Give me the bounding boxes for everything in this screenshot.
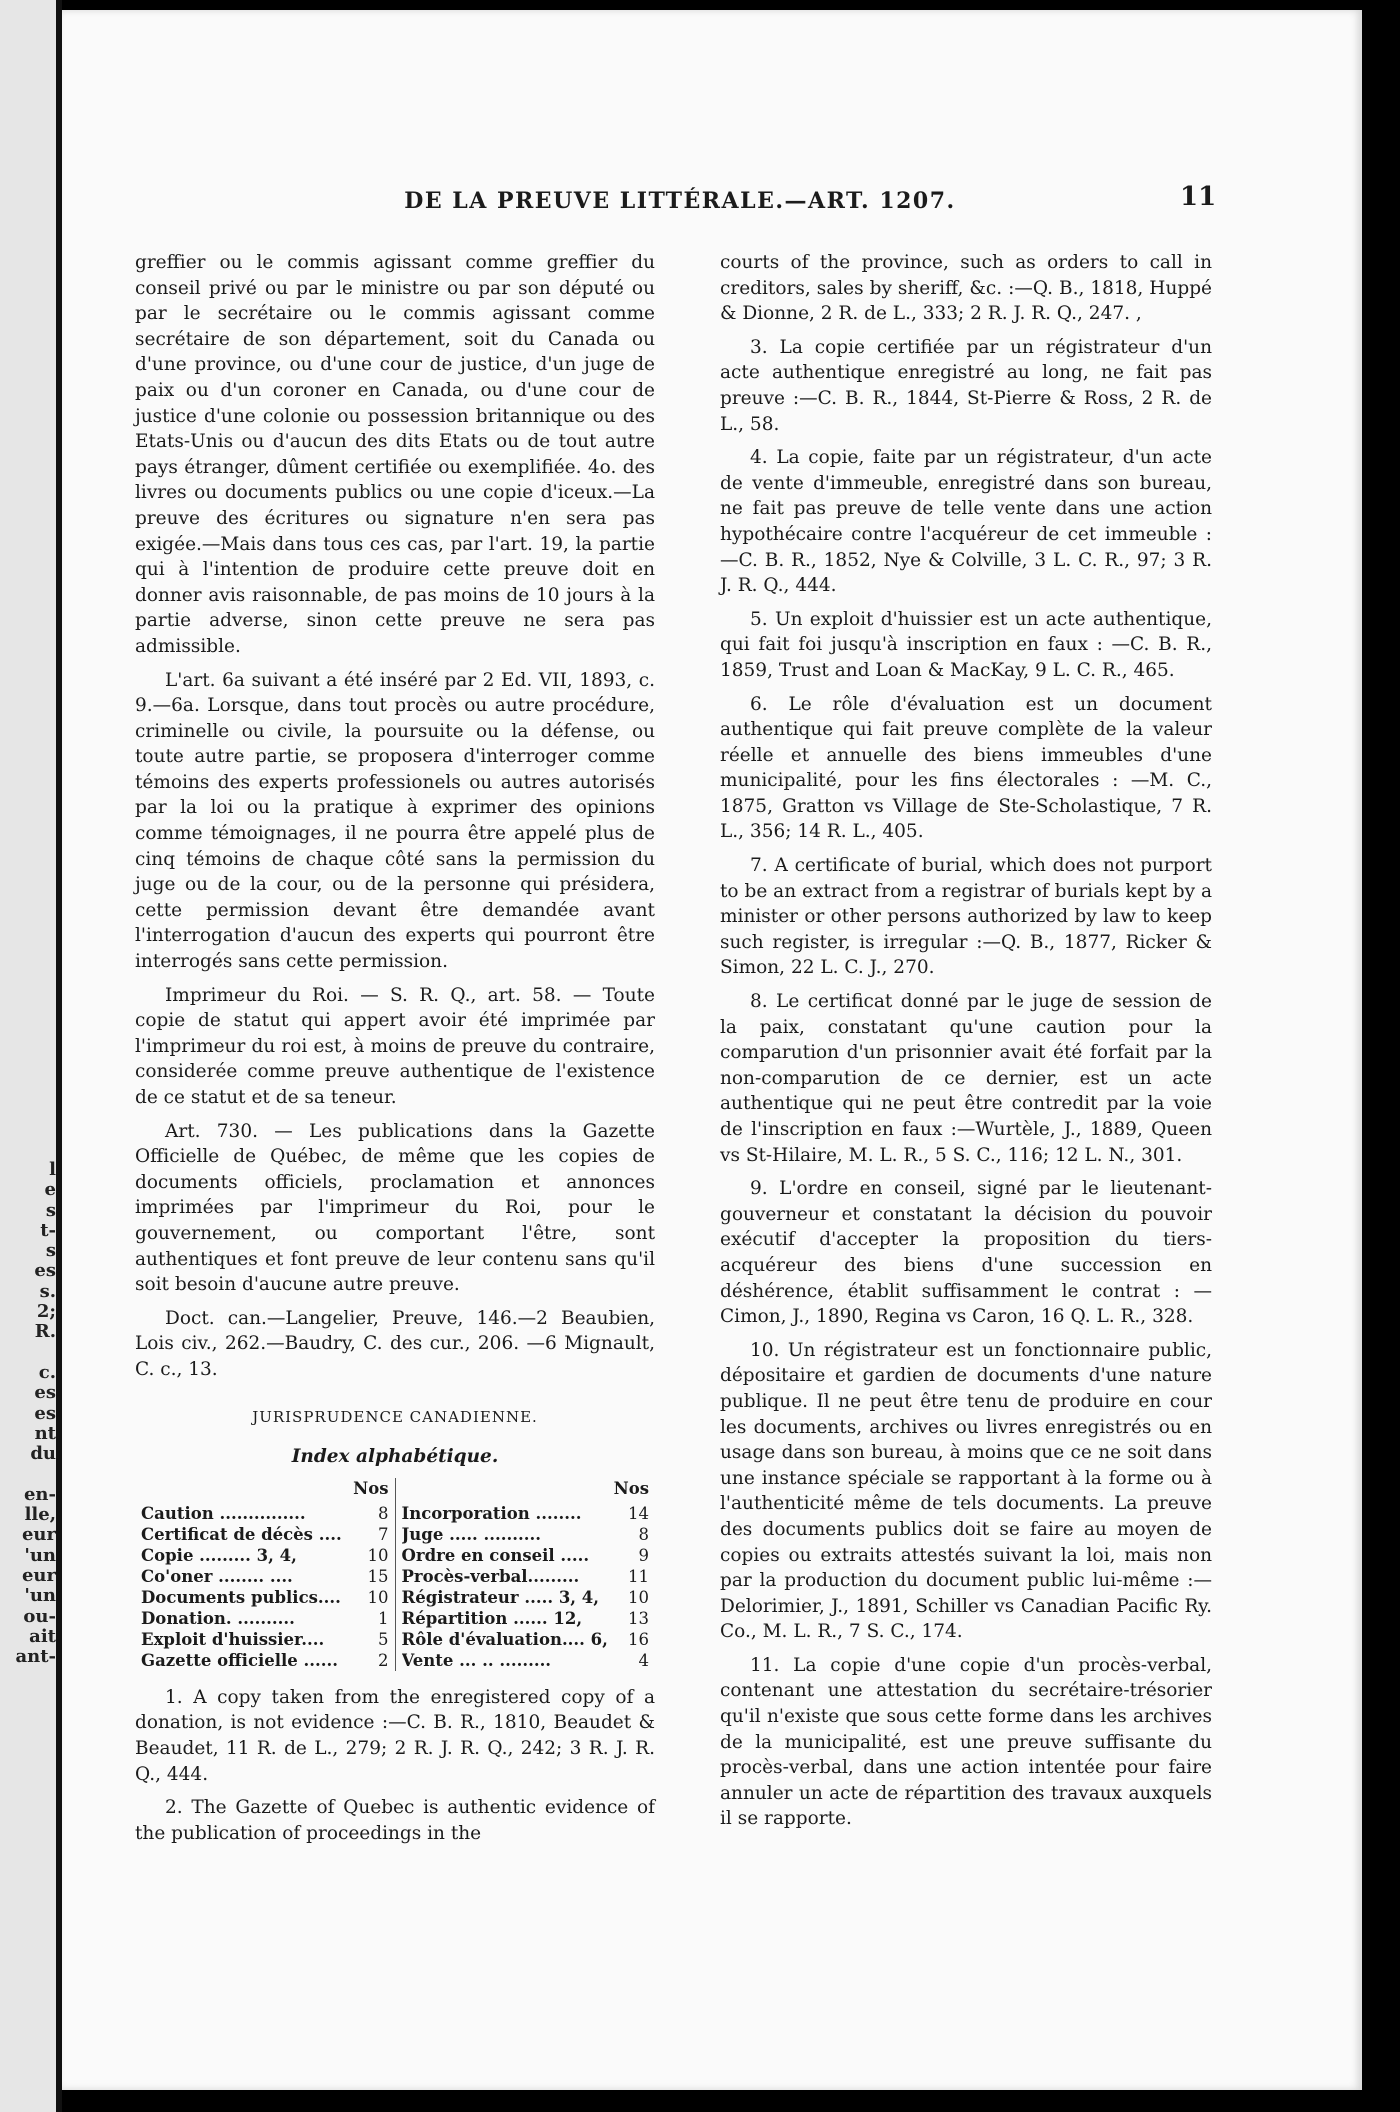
index-entry (141, 1566, 389, 1587)
index-nos-label: Nos (353, 1478, 389, 1498)
index-number: 11 (628, 1566, 649, 1586)
fragment: 2; (36, 1301, 56, 1323)
index-term: Caution ............... (141, 1503, 306, 1523)
index-entry (402, 1503, 650, 1524)
index-number: 10 (628, 1587, 649, 1607)
paragraph: Doct. can.—Langelier, Preuve, 146.—2 Beaubien, Lois civ., 262.—Baudry, C. des cur., 206. —6 Mignault, C. c., 13. (135, 1307, 655, 1380)
fragment: lle, (24, 1504, 56, 1526)
paragraph: Art. 730. — Les publications dans la Gazette Officielle de Québec, de même que les copies de documents officiels, proclamation et annonces imprimées par l'imprimeur du Roi, pour le gouvernement, ou comportant l'être, sont authentiques et font preuve de leur contenu sans qu'il soit besoin d'aucune autre preuve. (135, 1120, 655, 1296)
page-number: 11 (1180, 182, 1217, 212)
index-number: 1 (378, 1608, 389, 1628)
fragment: s. (39, 1280, 56, 1302)
index-column-right (396, 1478, 656, 1671)
index-term: Exploit d'huissier.... (141, 1629, 325, 1649)
fragment: e (44, 1179, 56, 1201)
fragment: es (34, 1260, 56, 1282)
index-term: Incorporation ........ (401, 1503, 582, 1523)
left-column (135, 250, 655, 1854)
index-number: 16 (628, 1629, 649, 1649)
fragment: eur (21, 1524, 56, 1546)
fragment: en- (23, 1483, 56, 1505)
fragment: t- (40, 1219, 56, 1241)
index-term: Copie ......... 3, 4, (141, 1545, 297, 1565)
index-entry (402, 1566, 650, 1587)
index-entry (141, 1587, 389, 1608)
index-term: Donation. .......... (141, 1608, 295, 1628)
index-entry (402, 1650, 650, 1671)
fragment: du (30, 1443, 56, 1465)
fragment: 'un (24, 1544, 56, 1566)
paragraph: 6. Le rôle d'évaluation est un document authentique qui fait preuve complète de la valeur réelle et annuelle des biens immeubles d'une municipalité, pour les fins électorales : —M. C., 1875, Gratton vs Village de Ste-Scholastique, 7 R. L., 356; 14 R. L., 405. (720, 693, 1212, 843)
fragment: ou- (23, 1605, 56, 1627)
facing-page-text-fragments (0, 1160, 56, 1880)
index-entry (402, 1587, 650, 1608)
index-term: Ordre en conseil ..... (401, 1545, 590, 1565)
fragment: l (49, 1160, 56, 1180)
paragraph: courts of the province, such as orders to call in creditors, sales by sheriff, &c. :—Q. B., 1818, Huppé & Dionne, 2 R. de L., 333; 2 R. J. R. Q., 247. , (720, 252, 1212, 325)
fragment: c. (38, 1361, 56, 1383)
fragment: es (34, 1382, 56, 1404)
index-number: 7 (378, 1524, 389, 1544)
index-number: 10 (367, 1587, 389, 1607)
index-term: Juge ..... .......... (401, 1524, 541, 1544)
paragraph: greffier ou le commis agissant comme greffier du conseil privé ou par le ministre ou par son député ou par le secrétaire ou le commis agissant comme secrétaire de son département, soit du Canada ou d'une province, ou d'une cour de justice, d'un juge de paix ou d'un coroner en Canada, ou d'une cour de justice d'une colonie ou possession britannique ou des Etats-Unis ou d'aucun des dits Etats ou de tout autre pays étranger, dûment certifiée ou exemplifiée. 4o. des livres ou documents publics ou une copie d'iceux.—La preuve des écritures ou signature n'en sera pas exigée.—Mais dans tous ces cas, par l'art. 19, la partie qui à l'intention de produire cette preuve doit en donner avis raisonnable, de pas moins de 10 jours à la partie adverse, sinon cette preuve ne sera pas admissible. (135, 252, 655, 657)
index-column-left (135, 1478, 396, 1671)
fragment: R. (34, 1321, 56, 1343)
fragment: 'un (24, 1585, 56, 1607)
paragraph: 1. A copy taken from the enregistered copy of a donation, is not evidence :—C. B. R., 1810, Beaudet & Beaudet, 11 R. de L., 279; 2 R. J. R. Q., 242; 3 R. J. R. Q., 444. (135, 1686, 655, 1785)
paragraph: 4. La copie, faite par un régistrateur, d'un acte de vente d'immeuble, enregistré dans son bureau, ne fait pas preuve de telle vente dans une action hypothécaire contre l'acquéreur de cet immeuble :—C. B. R., 1852, Nye & Colville, 3 L. C. R., 97; 3 R. J. R. Q., 444. (720, 447, 1212, 597)
paragraph: 11. La copie d'une copie d'un procès-verbal, contenant une attestation du secrétaire-trésorier qu'il n'existe que sous cette forme dans les archives de la municipalité, est une preuve suffisante du procès-verbal, dans une action intentée pour faire annuler un acte de répartition des travaux auxquels il se rapporte. (720, 1654, 1212, 1830)
index-term: Certificat de décès .... (141, 1524, 342, 1544)
index-number: 8 (638, 1524, 649, 1544)
index-term: Co'oner ........ .... (141, 1566, 293, 1586)
paragraph: 8. Le certificat donné par le juge de session de la paix, constatant qu'une caution pour la comparution d'un prisonnier avait été forfait par la non-comparution de ce dernier, est un acte authentique qui ne peut être contredit par la voie de l'inscription en faux :—Wurtèle, J., 1889, Queen vs St-Hilaire, M. L. R., 5 S. C., 116; 12 L. N., 301. (720, 991, 1212, 1166)
running-head: DE LA PREUVE LITTÉRALE.—ART. 1207. (404, 188, 956, 214)
index-number: 5 (378, 1629, 389, 1649)
index-number: 10 (367, 1545, 389, 1565)
index-number: 14 (628, 1503, 649, 1523)
paragraph: 5. Un exploit d'huissier est un acte authentique, qui fait foi jusqu'à inscription en faux : —C. B. R., 1859, Trust and Loan & MacKay, 9 L. C. R., 465. (720, 608, 1212, 681)
index-entry (402, 1608, 650, 1629)
fragment: ait (29, 1625, 56, 1647)
paragraph: 10. Un régistrateur est un fonctionnaire public, dépositaire et gardien de documents d'une nature publique. Il ne peut être tenu de produire en cour les documents, archives ou livres enregistrés ou en usage dans son bureau, à moins que ce ne soit dans une instance spéciale se rapportant à la forme ou à l'authenticité même de tels documents. La preuve des documents publics doit se faire au moyen de copies ou extraits attestés suivant la loi, mais non par la production du document public lui-même :—Delorimier, J., 1891, Schiller vs Canadian Pacific Ry. Co., M. L. R., 7 S. C., 174. (720, 1339, 1212, 1643)
index-entry (402, 1524, 650, 1545)
right-column (720, 250, 1212, 1840)
index-term: Rôle d'évaluation.... 6, (401, 1629, 608, 1649)
index-number: 13 (628, 1608, 649, 1628)
index-entry (141, 1608, 389, 1629)
index-number: 2 (378, 1650, 389, 1670)
paragraph: 9. L'ordre en conseil, signé par le lieutenant-gouverneur et constatant la décision du pouvoir exécutif d'accepter la proposition du tiers-acquéreur des biens d'une succession en déshérence, établit suffisamment le contrat : —Cimon, J., 1890, Regina vs Caron, 16 Q. L. R., 328. (720, 1178, 1212, 1328)
fragment (0, 1343, 56, 1363)
paragraph: Imprimeur du Roi. — S. R. Q., art. 58. — Toute copie de statut qui appert avoir été imprimée par l'imprimeur du roi est, à moins de preuve du contraire, considerée comme preuve authentique de l'existence de ce statut et de sa teneur. (135, 984, 655, 1108)
index-term: Vente ... .. ......... (401, 1650, 552, 1670)
index-number: 15 (367, 1566, 389, 1586)
alphabetical-index (135, 1478, 655, 1671)
paragraph: L'art. 6a suivant a été inséré par 2 Ed. VII, 1893, c. 9.—6a. Lorsque, dans tout procès ou autre procédure, criminelle ou civile, la poursuite ou la défense, ou toute autre partie, se proposera d'interroger comme témoins des experts professionels ou autres autorisés par la loi ou la pratique à exprimer des opinions comme témoignages, il ne pourra être appelé plus de cinq témoins de chaque côté sans la permission du juge ou de la cour, ou de la personne qui présidera, cette permission devant être demandée avant l'interrogation d'aucun des experts qui pourront être interrogés sans cette permission. (135, 669, 655, 973)
index-number: 8 (378, 1503, 389, 1523)
page-edge-shadow (1362, 0, 1400, 2112)
index-term: Documents publics.... (141, 1587, 341, 1607)
fragment: nt (34, 1422, 56, 1444)
index-term: Répartition ...... 12, (401, 1608, 583, 1628)
index-entry (402, 1629, 650, 1650)
index-number: 4 (638, 1650, 649, 1670)
fragment: s (45, 1199, 56, 1221)
fragment (0, 1464, 56, 1484)
index-term: Procès-verbal......... (401, 1566, 580, 1586)
index-entry (141, 1545, 389, 1566)
section-subheading: Index alphabétique. (291, 1446, 499, 1468)
index-entry (141, 1503, 389, 1524)
fragment: eur (21, 1564, 56, 1586)
paragraph: 2. The Gazette of Quebec is authentic evidence of the publication of proceedings in the (135, 1797, 655, 1844)
index-term: Régistrateur ..... 3, 4, (401, 1587, 600, 1607)
index-number: 9 (638, 1545, 649, 1565)
fragment: es (34, 1402, 56, 1424)
paragraph: 7. A certificate of burial, which does not purport to be an extract from a registrar of burials kept by a minister or other persons authorized by law to keep such register, is irregular :—Q. B., 1877, Ricker & Simon, 22 L. C. J., 270. (720, 855, 1212, 979)
fragment: ant- (15, 1646, 56, 1668)
index-entry (141, 1524, 389, 1545)
index-entry (141, 1629, 389, 1650)
index-entry (141, 1650, 389, 1671)
index-entry (402, 1545, 650, 1566)
index-nos-label: Nos (613, 1478, 649, 1498)
index-term: Gazette officielle ...... (141, 1650, 339, 1670)
section-heading: JURISPRUDENCE CANADIENNE. (252, 1407, 538, 1426)
paragraph: 3. La copie certifiée par un régistrateur d'un acte authentique enregistré au long, ne fait pas preuve :—C. B. R., 1844, St-Pierre & Ross, 2 R. de L., 58. (720, 336, 1212, 435)
fragment: s (45, 1240, 56, 1262)
